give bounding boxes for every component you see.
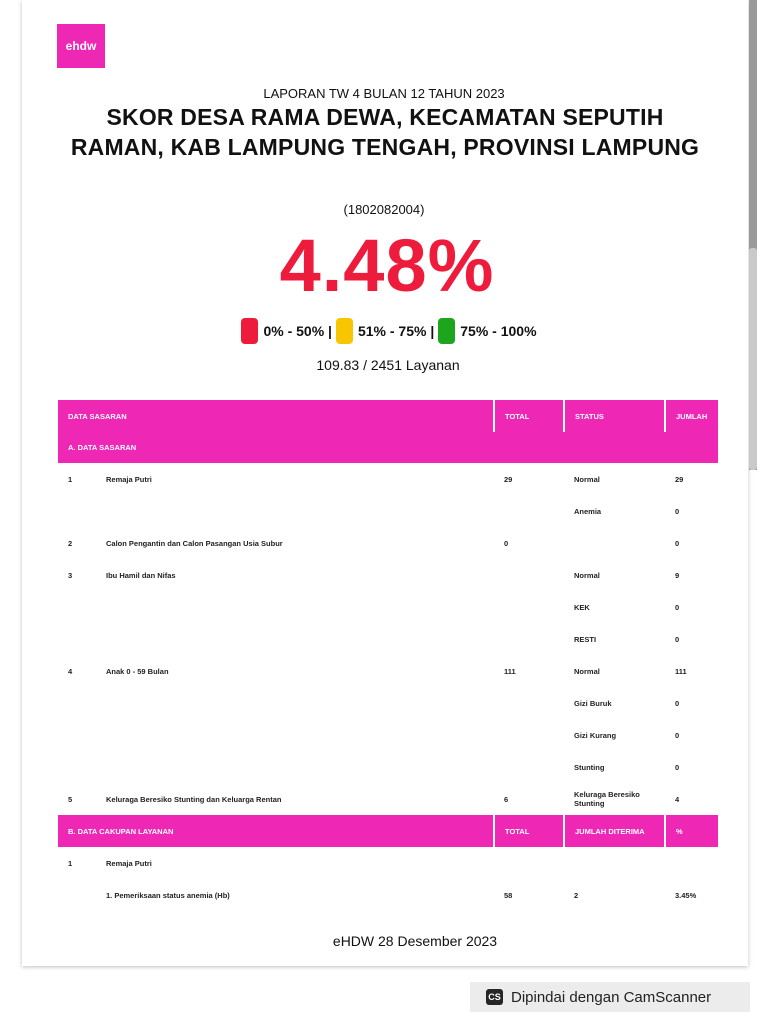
row-status: Gizi Kurang xyxy=(574,730,617,740)
row-number: 3 xyxy=(68,570,73,580)
row-label: 1. Pemeriksaan status anemia (Hb) xyxy=(106,890,230,900)
table-row xyxy=(58,655,718,687)
row-number: 5 xyxy=(68,794,73,804)
table-row xyxy=(58,559,718,591)
table-row xyxy=(58,687,718,719)
row-status: RESTI xyxy=(574,634,597,644)
row-label xyxy=(96,687,494,719)
row-value: 0 xyxy=(675,506,680,516)
header-b-total: TOTAL xyxy=(494,815,564,847)
row-number: 2 xyxy=(68,538,73,548)
row-value: 111 xyxy=(675,666,687,676)
camscanner-badge xyxy=(470,982,750,1012)
table-row xyxy=(58,719,718,751)
row-status xyxy=(564,847,665,879)
row-status: Normal xyxy=(574,666,600,676)
row-value: 4 xyxy=(675,794,680,804)
row-total xyxy=(494,495,564,527)
row-label: Remaja Putri xyxy=(106,474,152,484)
score-legend xyxy=(0,318,768,344)
data-table xyxy=(58,400,718,911)
row-label xyxy=(96,495,494,527)
header-total: TOTAL xyxy=(494,400,564,432)
row-total: 58 xyxy=(504,890,513,900)
table-row xyxy=(58,527,718,559)
row-status: 2 xyxy=(574,890,579,900)
table-row xyxy=(58,591,718,623)
row-total xyxy=(494,559,564,591)
section-a-label: A. DATA SASARAN xyxy=(58,432,718,463)
row-total: 29 xyxy=(504,474,513,484)
services-summary: 109.83 / 2451 Layanan xyxy=(316,357,460,373)
row-number: 4 xyxy=(68,666,73,676)
row-status: Stunting xyxy=(574,762,605,772)
page-title: SKOR DESA RAMA DEWA, KECAMATAN SEPUTIH RAMAN, KAB LAMPUNG TENGAH, PROVINSI LAMPUNG xyxy=(70,104,700,160)
row-label xyxy=(96,751,494,783)
footer-date: eHDW 28 Desember 2023 xyxy=(332,933,498,949)
row-number: 1 xyxy=(68,474,73,484)
row-total: 6 xyxy=(504,794,509,804)
row-value: 0 xyxy=(675,602,680,612)
village-code: (1802082004) xyxy=(343,202,425,217)
header-b-percent: % xyxy=(665,815,718,847)
score-value: 4.48% xyxy=(279,224,495,307)
camscanner-label: Dipindai dengan CamScanner xyxy=(511,988,712,1006)
row-status: Keluraga Beresiko Stunting xyxy=(574,790,640,808)
row-status xyxy=(564,527,665,559)
table-row xyxy=(58,847,718,879)
row-label: Calon Pengantin dan Calon Pasangan Usia Subur xyxy=(106,538,283,548)
header-jumlah: JUMLAH xyxy=(665,400,718,432)
header-b-label: B. DATA CAKUPAN LAYANAN xyxy=(58,815,494,847)
legend-yellow-label: 51% - 75% | xyxy=(357,323,435,339)
row-total xyxy=(494,591,564,623)
row-number xyxy=(58,591,96,623)
row-number xyxy=(58,623,96,655)
row-total xyxy=(494,687,564,719)
row-status: Normal xyxy=(574,570,600,580)
row-value: 0 xyxy=(675,634,680,644)
camscanner-icon: CS xyxy=(486,989,503,1005)
row-status: Gizi Buruk xyxy=(574,698,612,708)
row-label: Keluraga Beresiko Stunting dan Keluarga Rentan xyxy=(106,794,282,804)
row-total: 0 xyxy=(504,538,509,548)
row-label xyxy=(96,591,494,623)
table-header xyxy=(58,400,718,432)
row-total xyxy=(494,623,564,655)
row-number xyxy=(58,879,96,911)
table-row xyxy=(58,463,718,495)
row-total xyxy=(494,719,564,751)
row-label xyxy=(96,719,494,751)
table-row xyxy=(58,751,718,783)
row-label xyxy=(96,623,494,655)
row-number xyxy=(58,495,96,527)
table-row xyxy=(58,783,718,815)
section-b-header xyxy=(58,815,718,847)
row-value: 29 xyxy=(675,474,684,484)
row-value: 0 xyxy=(675,538,680,548)
row-value: 0 xyxy=(675,698,680,708)
section-a-row xyxy=(58,432,718,463)
report-period: LAPORAN TW 4 BULAN 12 TAHUN 2023 xyxy=(263,86,505,101)
green-swatch xyxy=(438,318,455,344)
row-value: 0 xyxy=(675,730,680,740)
row-status: KEK xyxy=(574,602,590,612)
row-value xyxy=(665,847,718,879)
row-value: 0 xyxy=(675,762,680,772)
row-number xyxy=(58,751,96,783)
table-row xyxy=(58,879,718,911)
row-status: Anemia xyxy=(574,506,602,516)
row-number: 1 xyxy=(68,858,73,868)
row-number xyxy=(58,719,96,751)
table-row xyxy=(58,623,718,655)
table-row xyxy=(58,495,718,527)
row-label: Remaja Putri xyxy=(106,858,152,868)
ehdw-logo: ehdw xyxy=(57,24,105,68)
row-label: Anak 0 - 59 Bulan xyxy=(106,666,169,676)
row-total xyxy=(494,847,564,879)
row-total: 111 xyxy=(504,666,516,676)
yellow-swatch xyxy=(336,318,353,344)
header-data-sasaran: DATA SASARAN xyxy=(58,400,494,432)
row-label: Ibu Hamil dan Nifas xyxy=(106,570,176,580)
header-b-received: JUMLAH DITERIMA xyxy=(564,815,665,847)
row-value: 3.45% xyxy=(675,890,697,900)
header-status: STATUS xyxy=(564,400,665,432)
row-status: Normal xyxy=(574,474,600,484)
legend-red-label: 0% - 50% | xyxy=(263,323,332,339)
row-value: 9 xyxy=(675,570,680,580)
row-total xyxy=(494,751,564,783)
legend-green-label: 75% - 100% xyxy=(460,323,537,339)
row-number xyxy=(58,687,96,719)
red-swatch xyxy=(241,318,258,344)
